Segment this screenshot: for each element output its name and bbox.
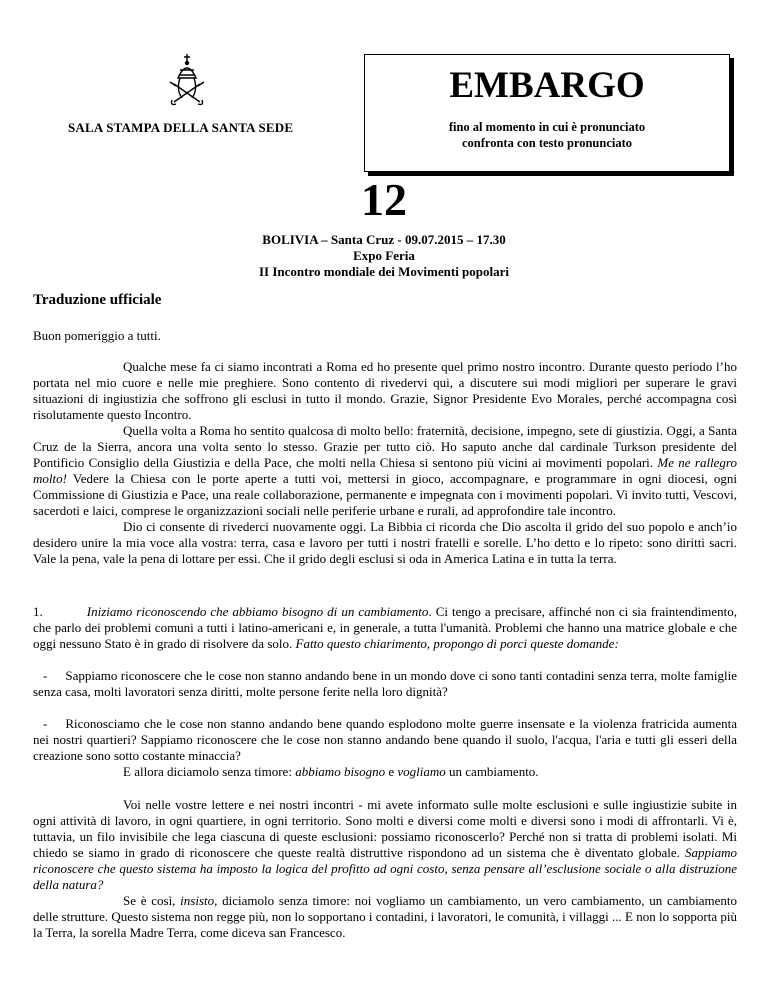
s1-emphasis: Iniziamo riconoscendo che abbiamo bisogno di un cambiamento [86, 604, 429, 619]
b3-text: E allora diciamolo senza timore: [123, 764, 292, 779]
p2-emphasis: Me ne rallegro molto! [33, 455, 738, 486]
paragraph-4 [33, 797, 737, 893]
embargo-box [364, 54, 730, 172]
section-1-paragraph [33, 604, 737, 652]
bullet-2-conclusion [33, 764, 737, 780]
p4-text: Voi nelle vostre lettere e nei nostri incontri - mi avete informato sulle molte esclusioni e sulle ingiustizie subite in ogni attività di lavoro, in ogni quartiere, in ogni territorio. Sono molti e diversi come molti e diversi sono i modi di affrontarli. Vi è, tuttavia, un filo invisibile che lega ciascuna di queste esclusioni: possiamo riconoscerlo? Perché non si tratta di problemi isolati. Mi chiedo se siamo in grado di riconoscere che queste realtà distruttive rispondono ad un sistema che è diventato globale. [33, 797, 737, 860]
event-title: II Incontro mondiale dei Movimenti popolari [258, 264, 510, 279]
event-info [0, 232, 768, 280]
p5-emphasis: insisto [180, 893, 215, 908]
p4-emphasis: Sappiamo riconoscere che questo sistema ha imposto la logica del profitto ad ogni costo, senza pensare all’esclusione sociale o alla distruzione della natura? [33, 845, 737, 892]
p2-text: Quella volta a Roma ho sentito qualcosa di molto bello: fraternità, decisione, impegno, sete di giustizia. Oggi, a Santa Cruz de la Sierra, ancora una volta sento lo stesso. Grazie per tutto ciò. Ho saputo anche dal cardinale Turkson presidente del Pontificio Consiglio della Giustizia e della Pace, che molti nella Chiesa si sentono più vicini ai movimenti popolari. [33, 423, 737, 470]
b2-text: Riconosciamo che le cose non stanno andando bene quando esplodono molte guerre insensate e la violenza fratricida aumenta nei nostri quartieri? Sappiamo riconoscere che le cose non stanno andando bene quando il suolo, l'acqua, l'aria e tutti gli esseri della creazione sono sotto costante minaccia? [33, 716, 737, 763]
event-venue: Expo Feria [353, 248, 415, 263]
b3-conj: e [388, 764, 395, 779]
b3-emphasis-1: abbiamo bisogno [295, 764, 386, 779]
section-title: Traduzione ufficiale [33, 292, 162, 308]
body-closing [33, 797, 737, 941]
section-1-number: 1. [33, 604, 43, 619]
embargo-note-1: fino al momento in cui è pronunciato [448, 120, 646, 134]
bullet-1-text: - Sappiamo riconoscere che le cose non stanno andando bene in un mondo dove ci sono tanti contadini senza terra, molte famiglie senza casa, molti lavoratori senza diritti, molte persone ferite nella loro dignità? [33, 668, 737, 699]
b1-text: Sappiamo riconoscere che le cose non stanno andando bene in un mondo dove ci sono tanti contadini senza terra, molte famiglie senza casa, molti lavoratori senza diritti, molte persone ferite nella loro dignità? [33, 668, 737, 699]
bullet-2-text: - Riconosciamo che le cose non stanno andando bene quando esplodono molte guerre insensate e la violenza fratricida aumenta nei nostri quartieri? Sappiamo riconoscere che le cose non stanno andando bene quando il suolo, l'acqua, l'aria e tutti gli esseri della creazione sono sotto costante minaccia? [33, 716, 737, 763]
press-office-name: SALA STAMPA DELLA SANTA SEDE [68, 120, 294, 135]
bullet-2 [33, 716, 737, 780]
p5-text: Se è così, [123, 893, 176, 908]
greeting-text: Buon pomeriggio a tutti. [33, 328, 161, 343]
holy-see-emblem-icon [156, 48, 218, 108]
greeting [33, 328, 737, 344]
event-location-date: BOLIVIA – Santa Cruz - 09.07.2015 – 17.30 [262, 232, 506, 247]
p2-text-2: Vedere la Chiesa con le porte aperte a tutti voi, mettersi in gioco, accompagnare, e programmare in ogni diocesi, ogni Commissione di Giustizia e Pace, una reale collaborazione, permanente e impegnata con i movimenti popolari. Vi invito tutti, Vescovi, sacerdoti e laici, comprese le organizzazioni sociali nelle periferie urbane e rurali, ad approfondire tale incontro. [33, 471, 737, 518]
body-intro [33, 359, 737, 567]
section-1 [33, 604, 737, 652]
s1-emphasis-2: Fatto questo chiarimento, propongo di porci queste domande: [295, 636, 619, 651]
paragraph-3: Dio ci consente di rivederci nuovamente oggi. La Bibbia ci ricorda che Dio ascolta il grido del suo popolo e anch’io desidero unire la mia voce alla vostra: terra, casa e lavoro per tutti i nostri fratelli e sorelle. L’ho detto e lo ripeto: sono diritti sacri. Vale la pena, vale la pena di lottare per essi. Che il grido degli esclusi si oda in America Latina e in tutta la terra. [33, 519, 737, 566]
bulletin-number: 12 [361, 174, 407, 225]
embargo-title: EMBARGO [449, 65, 645, 106]
paragraph-1: Qualche mese fa ci siamo incontrati a Roma ed ho presente quel primo nostro incontro. Durante questo periodo l’ho portata nel mio cuore e nelle mie preghiere. Sono contento di rivedervi qui, a discutere sui modi migliori per superare le gravi situazioni di ingiustizia che soffrono gli esclusi in tutto il mondo. Grazie, Signor Presidente Evo Morales, perché accompagna così risolutamente questo Incontro. [33, 359, 737, 422]
s1-text: . Ci tengo a precisare, affinché non ci sia fraintendimento, che parlo dei problemi comuni a tutti i latino-americani e, in generale, a tutta l'umanità. Problemi che hanno una matrice globale e che oggi nessuno Stato è in grado di risolvere da solo. [33, 604, 738, 651]
p5-text-2: , diciamolo senza timore: noi vogliamo un cambiamento, un vero cambiamento, un cambiamento delle strutture. Questo sistema non regge più, non lo sopportano i contadini, i lavoratori, le comunità, i villaggi ... E non lo sopporta più la Terra, la sorella Madre Terra, come diceva san Francesco. [33, 893, 737, 940]
paragraph-5 [33, 893, 737, 941]
b3-emphasis-2: vogliamo [397, 764, 446, 779]
bullet-1 [33, 668, 737, 700]
paragraph-2 [33, 423, 737, 519]
embargo-note-2: confronta con testo pronunciato [461, 136, 633, 150]
b3-text-2: un cambiamento. [449, 764, 539, 779]
